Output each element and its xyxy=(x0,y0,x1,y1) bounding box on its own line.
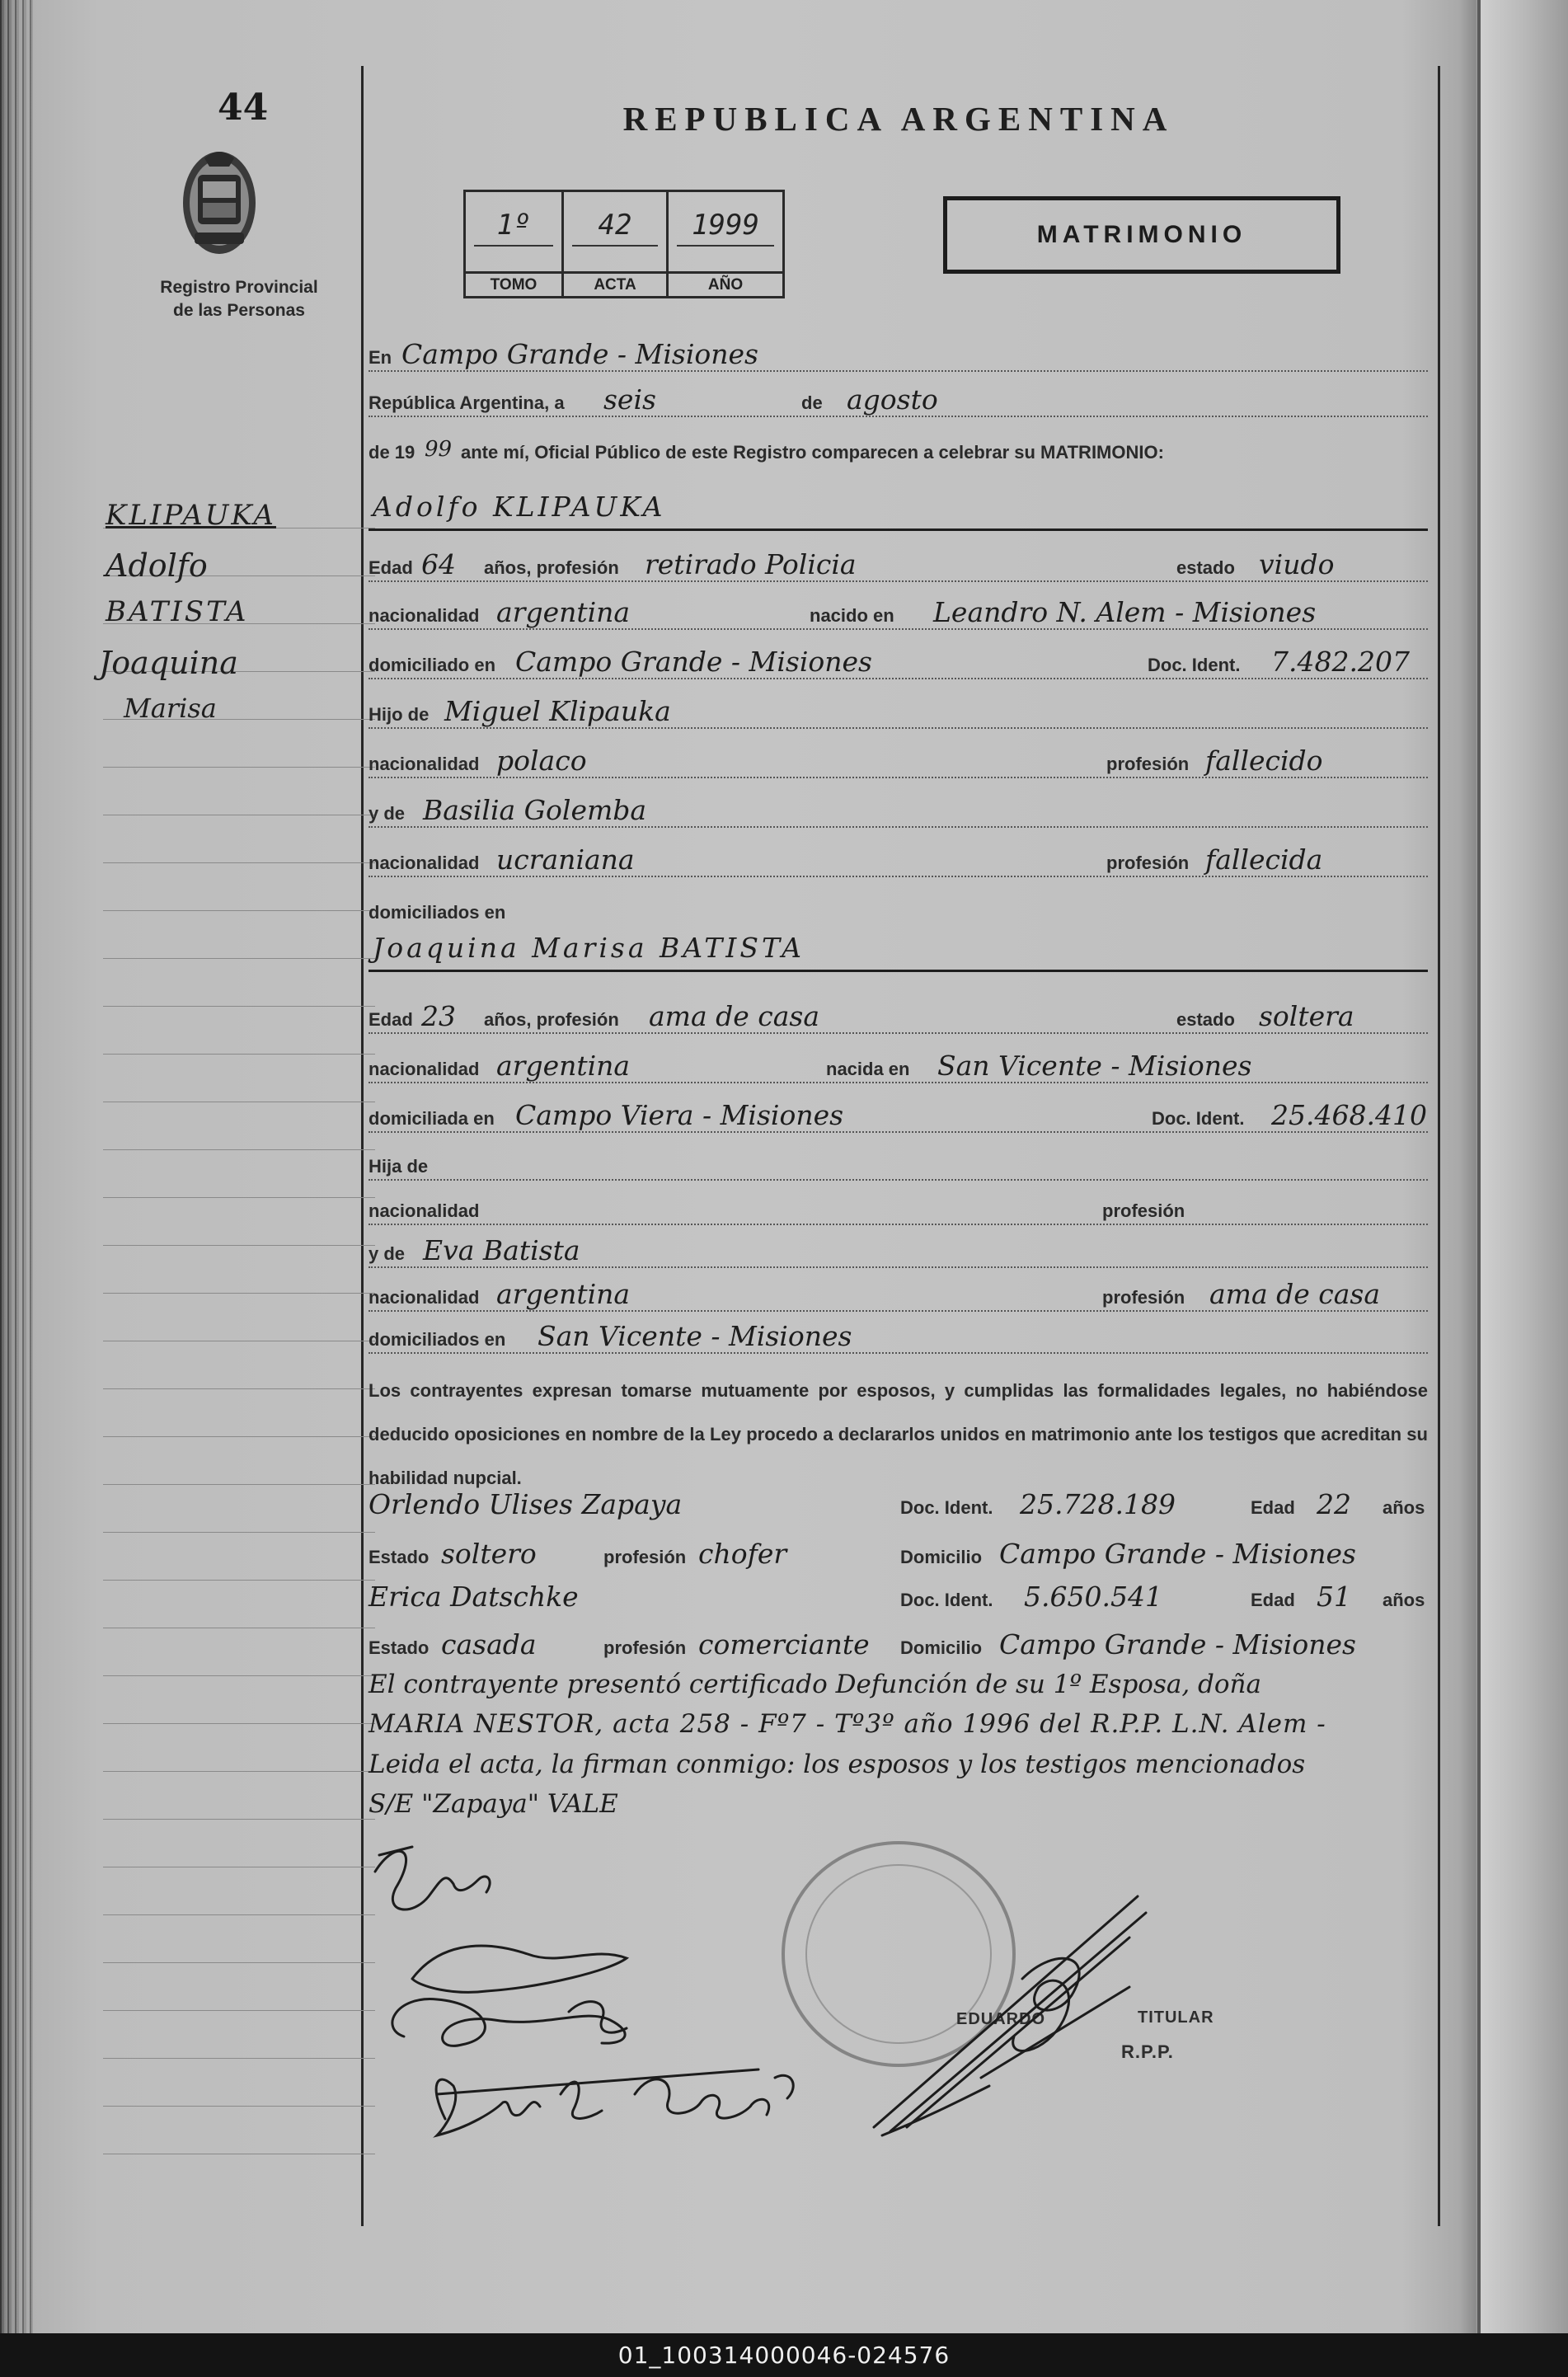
act-type-box: MATRIMONIO xyxy=(943,196,1340,274)
witness1-domicilio-label: Domicilio xyxy=(900,1547,983,1567)
bride-mother-nationality: argentina xyxy=(496,1278,631,1310)
bride-age-line xyxy=(369,996,1428,1042)
bride-nac-label: nacionalidad xyxy=(369,1059,480,1079)
margin-ruled-line xyxy=(103,2010,375,2011)
margin-ruled-line xyxy=(103,1484,375,1485)
tomo-value: 1º xyxy=(496,209,531,242)
ano-value: 1999 xyxy=(692,209,759,242)
groom-birthplace: Leandro N. Alem - Misiones xyxy=(933,596,1317,628)
provincial-seal-icon xyxy=(180,142,259,257)
groom-father-profession: fallecido xyxy=(1205,745,1323,777)
groom-father-line xyxy=(369,691,1428,737)
bride-yde-label: y de xyxy=(369,1243,406,1264)
witness2-domicile: Campo Grande - Misiones xyxy=(999,1628,1356,1661)
margin-ruled-line xyxy=(103,1006,375,1007)
groom-father-nat-line xyxy=(369,740,1428,787)
legal-declaration: Los contrayentes expresan tomarse mutuamente por esposos, y cumplidas las formalidades legales, no habiéndose deducido oposiciones en nombre de la Ley procedo a declararlos unidos en matrimonio ante los testigos que acreditan su habilidad nupcial. xyxy=(369,1380,1428,1488)
margin-ruled-line xyxy=(103,1532,375,1533)
groom-doc-label: Doc. Ident. xyxy=(1148,655,1241,675)
footer-code: 01_100314000046-024576 xyxy=(617,2342,951,2369)
margin-ruled-line xyxy=(103,1388,375,1389)
bride-parents-domicile-line xyxy=(369,1316,1428,1362)
groom-mother-nationality: ucraniana xyxy=(496,843,635,876)
bride-estado-label: estado xyxy=(1176,1009,1235,1030)
groom-father-prof-label: profesión xyxy=(1106,754,1190,774)
groom-hijo-label: Hijo de xyxy=(369,704,430,725)
bride-mother: Eva Batista xyxy=(423,1234,580,1266)
witness2-edad-label: Edad xyxy=(1251,1590,1295,1610)
margin-ruled-line xyxy=(103,1819,375,1820)
acta-cell xyxy=(564,192,669,296)
groom-nationality: argentina xyxy=(496,596,631,628)
margin-ruled-line xyxy=(103,1771,375,1772)
groom-profession: retirado Policia xyxy=(645,548,857,580)
month-prefix-label: de xyxy=(801,392,823,413)
bride-profession: ama de casa xyxy=(649,1000,820,1032)
bride-parents-domicile: San Vicente - Misiones xyxy=(538,1320,852,1352)
groom-nac-label: nacionalidad xyxy=(369,605,480,626)
bride-mother-nat-label: nacionalidad xyxy=(369,1287,480,1308)
groom-mother-line xyxy=(369,790,1428,836)
witness1-doc: 25.728.189 xyxy=(1020,1488,1176,1520)
note-line-2: MARIA NESTOR, acta 258 - Fº7 - Tº3º año 1996 del R.P.P. L.N. Alem - xyxy=(369,1709,1326,1739)
bride-nationality-line xyxy=(369,1045,1428,1092)
witness1-profession: chofer xyxy=(698,1538,787,1570)
bride-dom-label: domiciliada en xyxy=(369,1108,495,1129)
note-line-3: Leida el acta, la firman conmigo: los esposos y los testigos mencionados xyxy=(369,1750,1306,1779)
bride-nationality: argentina xyxy=(496,1050,631,1082)
margin-bride-name1: Joaquina xyxy=(99,645,238,681)
note-line-4: S/E "Zapaya" VALE xyxy=(369,1789,618,1819)
witness1-domicile: Campo Grande - Misiones xyxy=(999,1538,1356,1570)
groom-estado-label: estado xyxy=(1176,557,1235,578)
witness1-age: 22 xyxy=(1317,1488,1351,1520)
witness2-doc: 5.650.541 xyxy=(1024,1581,1162,1613)
groom-father-nationality: polaco xyxy=(496,745,587,777)
bride-domicile-line xyxy=(369,1095,1428,1141)
groom-father: Miguel Klipauka xyxy=(444,695,671,727)
reference-table xyxy=(463,190,785,298)
groom-full-name: Adolfo KLIPAUKA xyxy=(373,491,666,523)
republica-label: República Argentina, a xyxy=(369,392,565,413)
country-heading: REPUBLICA ARGENTINA xyxy=(622,100,1175,138)
year-prefix: de 19 xyxy=(369,442,415,463)
groom-domicile: Campo Grande - Misiones xyxy=(515,646,872,678)
groom-doc: 7.482.207 xyxy=(1271,646,1410,678)
groom-mother-prof-label: profesión xyxy=(1106,853,1190,873)
date-line xyxy=(369,379,1428,425)
bride-age: 23 xyxy=(421,1000,456,1032)
witness1-detail-line xyxy=(369,1534,1428,1580)
place-value: Campo Grande - Misiones xyxy=(401,338,758,370)
tomo-cell xyxy=(466,192,564,296)
bride-birthplace: San Vicente - Misiones xyxy=(937,1050,1252,1082)
registry-line2: de las Personas xyxy=(173,301,305,320)
margin-ruled-line xyxy=(103,1436,375,1437)
tomo-label: TOMO xyxy=(466,271,561,298)
margin-ruled-line xyxy=(103,2106,375,2107)
groom-estado: viudo xyxy=(1259,548,1335,580)
margin-groom-surname: KLIPAUKA xyxy=(106,499,276,532)
groom-nationality-line xyxy=(369,592,1428,638)
bride-doc: 25.468.410 xyxy=(1271,1099,1427,1131)
groom-age: 64 xyxy=(421,548,456,580)
year-suffix: 99 xyxy=(425,437,453,462)
groom-domicile-line xyxy=(369,641,1428,688)
bride-parents-dom-label: domiciliados en xyxy=(369,1329,506,1350)
registry-line1: Registro Provincial xyxy=(160,278,318,297)
groom-parents-dom-label: domiciliados en xyxy=(369,902,506,923)
margin-ruled-line xyxy=(103,910,375,911)
margin-ruled-line xyxy=(103,958,375,959)
bride-mother-nat-line xyxy=(369,1274,1428,1320)
margin-ruled-line xyxy=(103,1293,375,1294)
groom-name-row xyxy=(369,486,1428,533)
margin-ruled-line xyxy=(103,767,375,768)
groom-mother-nat-line xyxy=(369,839,1428,886)
stamp-line2: TITULAR xyxy=(1138,2008,1214,2027)
en-label: En xyxy=(369,347,392,368)
margin-ruled-line xyxy=(103,1197,375,1198)
witness2-age: 51 xyxy=(1317,1581,1351,1613)
bride-name-row xyxy=(369,928,1428,974)
bride-domicile: Campo Viera - Misiones xyxy=(515,1099,844,1131)
stamp-line1: EDUARDO xyxy=(956,2010,1046,2028)
registry-label xyxy=(132,276,346,322)
groom-father-nat-label: nacionalidad xyxy=(369,754,480,774)
margin-ruled-line xyxy=(103,1723,375,1724)
margin-ruled-line xyxy=(103,862,375,863)
bride-edad-label: Edad xyxy=(369,1009,413,1030)
margin-ruled-line xyxy=(103,1054,375,1055)
ano-label: AÑO xyxy=(669,271,782,298)
witness2-name-line xyxy=(369,1576,1428,1623)
place-line xyxy=(369,334,1428,380)
official-signature-icon xyxy=(857,1880,1204,2152)
groom-dom-label: domiciliado en xyxy=(369,655,496,675)
witness2-profesion-label: profesión xyxy=(603,1637,687,1658)
bride-father-nat-label: nacionalidad xyxy=(369,1200,480,1221)
witness1-doc-label: Doc. Ident. xyxy=(900,1497,993,1518)
groom-mother-nat-label: nacionalidad xyxy=(369,853,480,873)
page-fold xyxy=(1477,0,1481,2333)
witness2-anos-label: años xyxy=(1383,1590,1425,1610)
note-line-1: El contrayente presentó certificado Defunción de su 1º Esposa, doña xyxy=(369,1670,1262,1699)
right-border-rule xyxy=(1438,66,1440,2226)
month-value: agosto xyxy=(847,383,938,416)
margin-ruled-line xyxy=(103,1580,375,1581)
groom-yde-label: y de xyxy=(369,803,406,824)
margin-ruled-line xyxy=(103,1914,375,1915)
acta-value: 42 xyxy=(598,209,632,242)
margin-ruled-line xyxy=(103,1245,375,1246)
bride-mother-line xyxy=(369,1230,1428,1276)
groom-mother-profession: fallecida xyxy=(1205,843,1323,876)
acta-label: ACTA xyxy=(564,271,666,298)
margin-bride-surname: BATISTA xyxy=(106,595,249,628)
bride-profesion-label: años, profesión xyxy=(484,1009,619,1030)
groom-profesion-label: años, profesión xyxy=(484,557,619,578)
bride-father-line xyxy=(369,1143,1428,1189)
witness1-name-line xyxy=(369,1484,1428,1530)
groom-nacido-label: nacido en xyxy=(810,605,894,626)
day-value: seis xyxy=(603,383,656,416)
witness1-estado: soltero xyxy=(441,1538,537,1570)
witness2-detail-line xyxy=(369,1624,1428,1670)
groom-edad-label: Edad xyxy=(369,557,413,578)
bride-father-nat-line xyxy=(369,1187,1428,1233)
margin-bride-name2: Marisa xyxy=(124,693,217,724)
bride-father-prof-label: profesión xyxy=(1102,1200,1185,1221)
intro-text: ante mí, Oficial Público de este Registro comparecen a celebrar su MATRIMONIO: xyxy=(461,442,1164,463)
margin-ruled-line xyxy=(103,2058,375,2059)
witness2-estado-label: Estado xyxy=(369,1637,430,1658)
bride-mother-prof-label: profesión xyxy=(1102,1287,1185,1308)
margin-ruled-line xyxy=(103,1962,375,1963)
groom-age-line xyxy=(369,544,1428,590)
ano-cell xyxy=(669,192,782,296)
witness1-name: Orlendo Ulises Zapaya xyxy=(369,1488,683,1520)
margin-ruled-line xyxy=(103,1675,375,1676)
witness2-estado: casada xyxy=(441,1628,537,1661)
witness2-profession: comerciante xyxy=(698,1628,870,1661)
bride-hija-label: Hija de xyxy=(369,1156,429,1177)
bride-doc-label: Doc. Ident. xyxy=(1152,1108,1245,1129)
year-line xyxy=(369,429,1428,475)
bride-mother-profession: ama de casa xyxy=(1209,1278,1381,1310)
witness1-edad-label: Edad xyxy=(1251,1497,1295,1518)
bride-nacida-label: nacida en xyxy=(826,1059,910,1079)
margin-groom-name: Adolfo xyxy=(106,547,208,584)
page-number: 44 xyxy=(218,87,269,129)
witness1-profesion-label: profesión xyxy=(603,1547,687,1567)
witness1-estado-label: Estado xyxy=(369,1547,430,1567)
bride-estado: soltera xyxy=(1259,1000,1354,1032)
stamp-line3: R.P.P. xyxy=(1121,2041,1174,2062)
witness2-domicilio-label: Domicilio xyxy=(900,1637,983,1658)
groom-mother: Basilia Golemba xyxy=(423,794,647,826)
witness2-name: Erica Datschke xyxy=(369,1581,579,1613)
witness1-anos-label: años xyxy=(1383,1497,1425,1518)
margin-ruled-line xyxy=(103,1149,375,1150)
bride-full-name: Joaquina Marisa BATISTA xyxy=(373,932,805,964)
page-binding-edge xyxy=(0,0,33,2333)
witness2-doc-label: Doc. Ident. xyxy=(900,1590,993,1610)
signatures-icon xyxy=(363,1822,940,2160)
